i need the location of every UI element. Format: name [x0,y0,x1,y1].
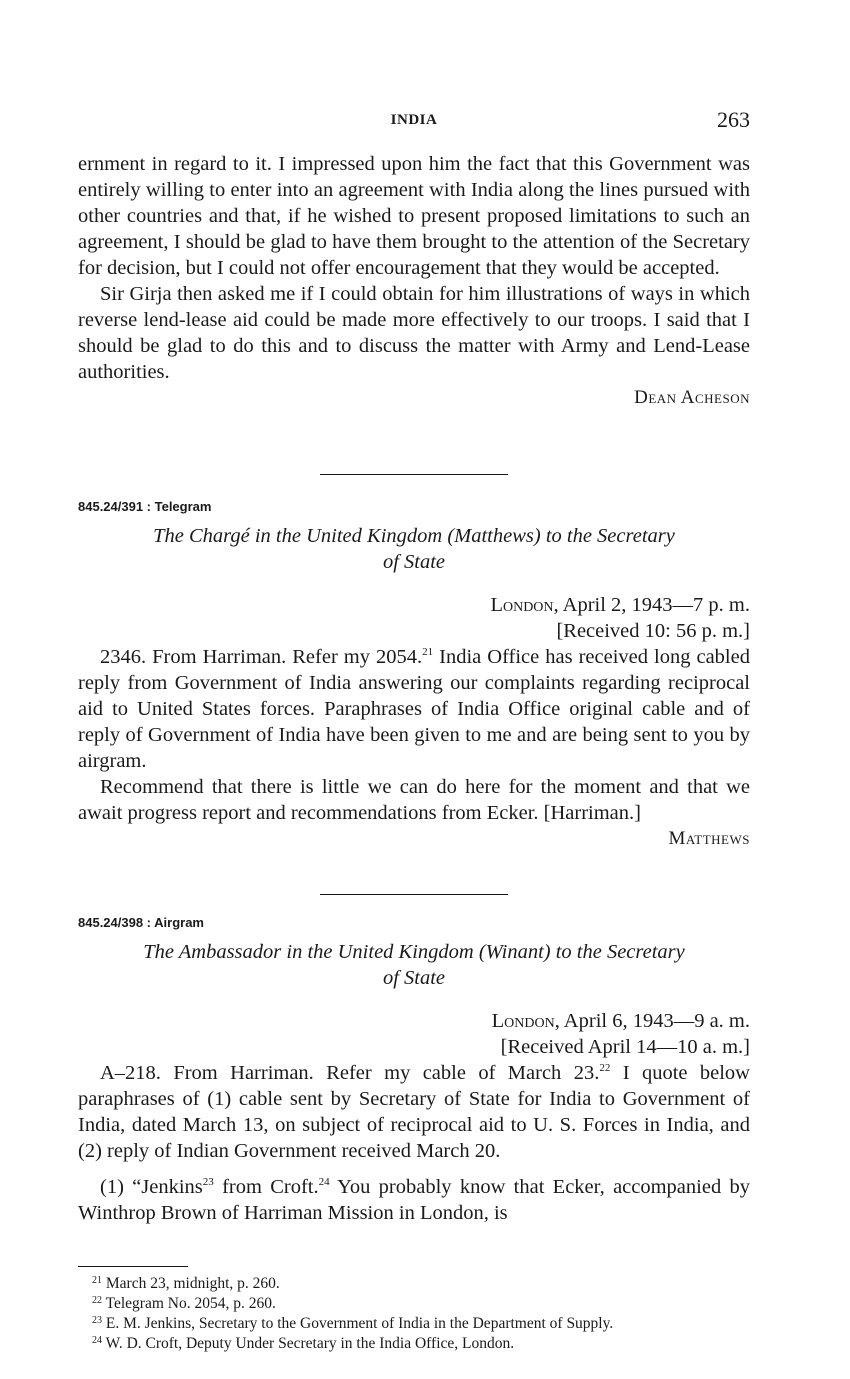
footnote-rule [78,1266,188,1267]
running-title: INDIA [390,112,438,128]
body-paragraph: 2346. From Harriman. Refer my 2054.21 India Office has received long cabled reply from Government of India answering our complaints regarding reciprocal aid to United States forces. Paraphrases of India Office original cable and of reply of Government of India have been given to me and are being sent to you by airgram. [78,646,750,772]
body-paragraph: Sir Girja then asked me if I could obtain for him illustrations of ways in which reverse lend-lease aid could be made more effectively to our troops. I said that I should be glad to do this and to discuss the matter with Army and Lend-Lease authorities. [78,283,750,383]
received-line: [Received April 14—10 a. m.] [500,1036,750,1058]
footnotes [78,1266,750,1352]
document-heading: The Chargé in the United Kingdom (Matthews) to the Secretary of State [153,525,675,573]
section-divider [320,894,508,895]
footnote: $^{22}$ Telegram No. 2054, p. 260. [92,1295,276,1312]
signature: Matthews [668,828,750,849]
page-number: 263 [717,107,750,132]
signature: Dean Acheson [634,387,750,408]
file-id: 845.24/398 : Airgram [78,915,204,930]
received-line: [Received 10: 56 p. m.] [556,620,750,642]
body-paragraph: ernment in regard to it. I impressed upon him the fact that this Government was entirely willing to enter into an agreement with India along the lines pursued with other countries and that, if he wished to present proposed limitations to such an agreement, I should be glad to have them brought to the attention of the Secretary for decision, but I could not offer encouragement that they would be accepted. [78,153,750,279]
document-heading: The Ambassador in the United Kingdom (Winant) to the Secretary of State [143,941,685,989]
section-continuation [78,151,750,428]
document-telegram [78,499,750,869]
running-head [78,108,750,134]
footnote: $^{23}$ E. M. Jenkins, Secretary to the Government of India in the Department of Supply. [92,1315,614,1332]
footnote: $^{24}$ W. D. Croft, Deputy Under Secretary in the India Office, London. [92,1335,515,1352]
body-paragraph: Recommend that there is little we can do here for the moment and that we await progress report and recommendations from Ecker. [Harriman.] [78,776,750,824]
body-paragraph: (1) “Jenkins$^{23}$ from Croft.$^{24}$ You probably know that Ecker, accompanied by Winthrop Brown of Harriman Mission in London, is [78,1176,750,1224]
footnote-ref: 23 [202,1176,214,1188]
dateline: London, April 2, 1943—7 p. m. [490,594,750,616]
file-id: 845.24/391 : Telegram [78,499,212,514]
footnote-ref: 24 [318,1176,330,1188]
document-airgram [78,915,750,1226]
section-divider [320,474,508,475]
body-paragraph: A–218. From Harriman. Refer my cable of March 23.22 I quote below paraphrases of (1) cable sent by Secretary of State for India to Government of India, dated March 13, on subject of reciprocal aid to U. S. Forces in India, and (2) reply of Indian Government received March 20. [78,1062,750,1162]
footnote-ref: 21 [422,646,434,658]
dateline: London, April 6, 1943—9 a. m. [491,1010,750,1032]
footnote-ref: 22 [599,1062,611,1074]
footnote: $^{21}$ March 23, midnight, p. 260. [92,1275,280,1292]
